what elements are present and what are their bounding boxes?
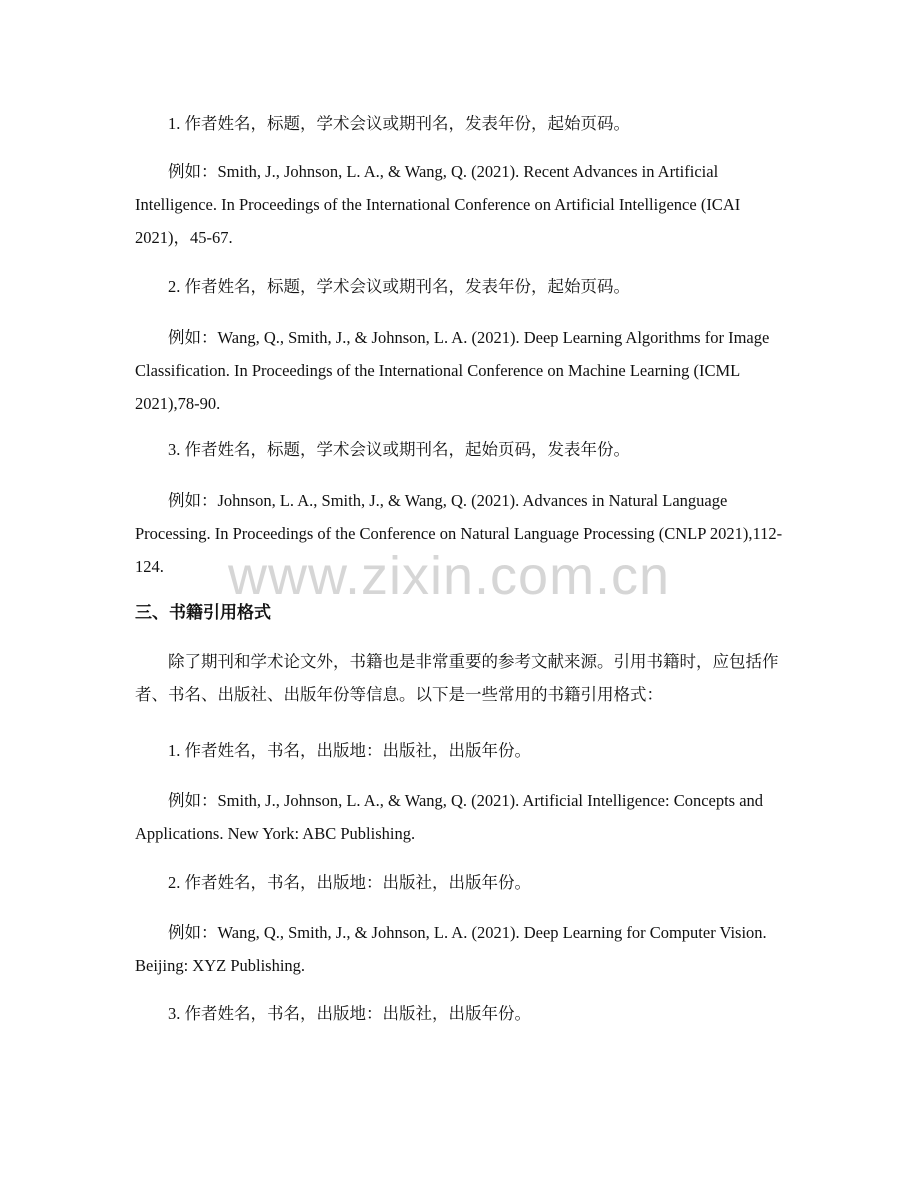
watermark-text: www.zixin.com.cn — [228, 546, 671, 606]
book-format-1: 1. 作者姓名，书名，出版地：出版社，出版年份。 — [168, 741, 531, 760]
conference-example-3: 例如：Johnson, L. A., Smith, J., & Wang, Q. (2021). Advances in Natural Language Processing. In Proceedings of the Conference on Natural Language Processing (CNLP 2021),112-124. — [135, 491, 783, 576]
book-format-3: 3. 作者姓名，书名，出版地：出版社，出版年份。 — [168, 1004, 531, 1023]
conference-format-1: 1. 作者姓名，标题，学术会议或期刊名，发表年份，起始页码。 — [168, 114, 630, 133]
conference-format-2: 2. 作者姓名，标题，学术会议或期刊名，发表年份，起始页码。 — [168, 277, 630, 296]
book-example-1: 例如：Smith, J., Johnson, L. A., & Wang, Q. (2021). Artificial Intelligence: Concepts and Applications. New York: ABC Publishing. — [135, 791, 764, 843]
conference-example-2: 例如：Wang, Q., Smith, J., & Johnson, L. A. (2021). Deep Learning Algorithms for Image Classification. In Proceedings of the International Conference on Machine Learning (ICML 2021),78-90. — [135, 328, 770, 413]
conference-example-1: 例如：Smith, J., Johnson, L. A., & Wang, Q. (2021). Recent Advances in Artificial Intelligence. In Proceedings of the International Conference on Artificial Intelligence (ICAI 2021)，45-67. — [135, 162, 741, 247]
book-example-2: 例如：Wang, Q., Smith, J., & Johnson, L. A. (2021). Deep Learning for Computer Vision. Beijing: XYZ Publishing. — [135, 923, 767, 975]
section-intro: 除了期刊和学术论文外，书籍也是非常重要的参考文献来源。引用书籍时，应包括作者、书名、出版社、出版年份等信息。以下是一些常用的书籍引用格式： — [135, 652, 779, 704]
conference-format-3: 3. 作者姓名，标题，学术会议或期刊名，起始页码，发表年份。 — [168, 440, 630, 459]
section-heading-books: 三、书籍引用格式 — [135, 603, 271, 623]
book-format-2: 2. 作者姓名，书名，出版地：出版社，出版年份。 — [168, 873, 531, 892]
